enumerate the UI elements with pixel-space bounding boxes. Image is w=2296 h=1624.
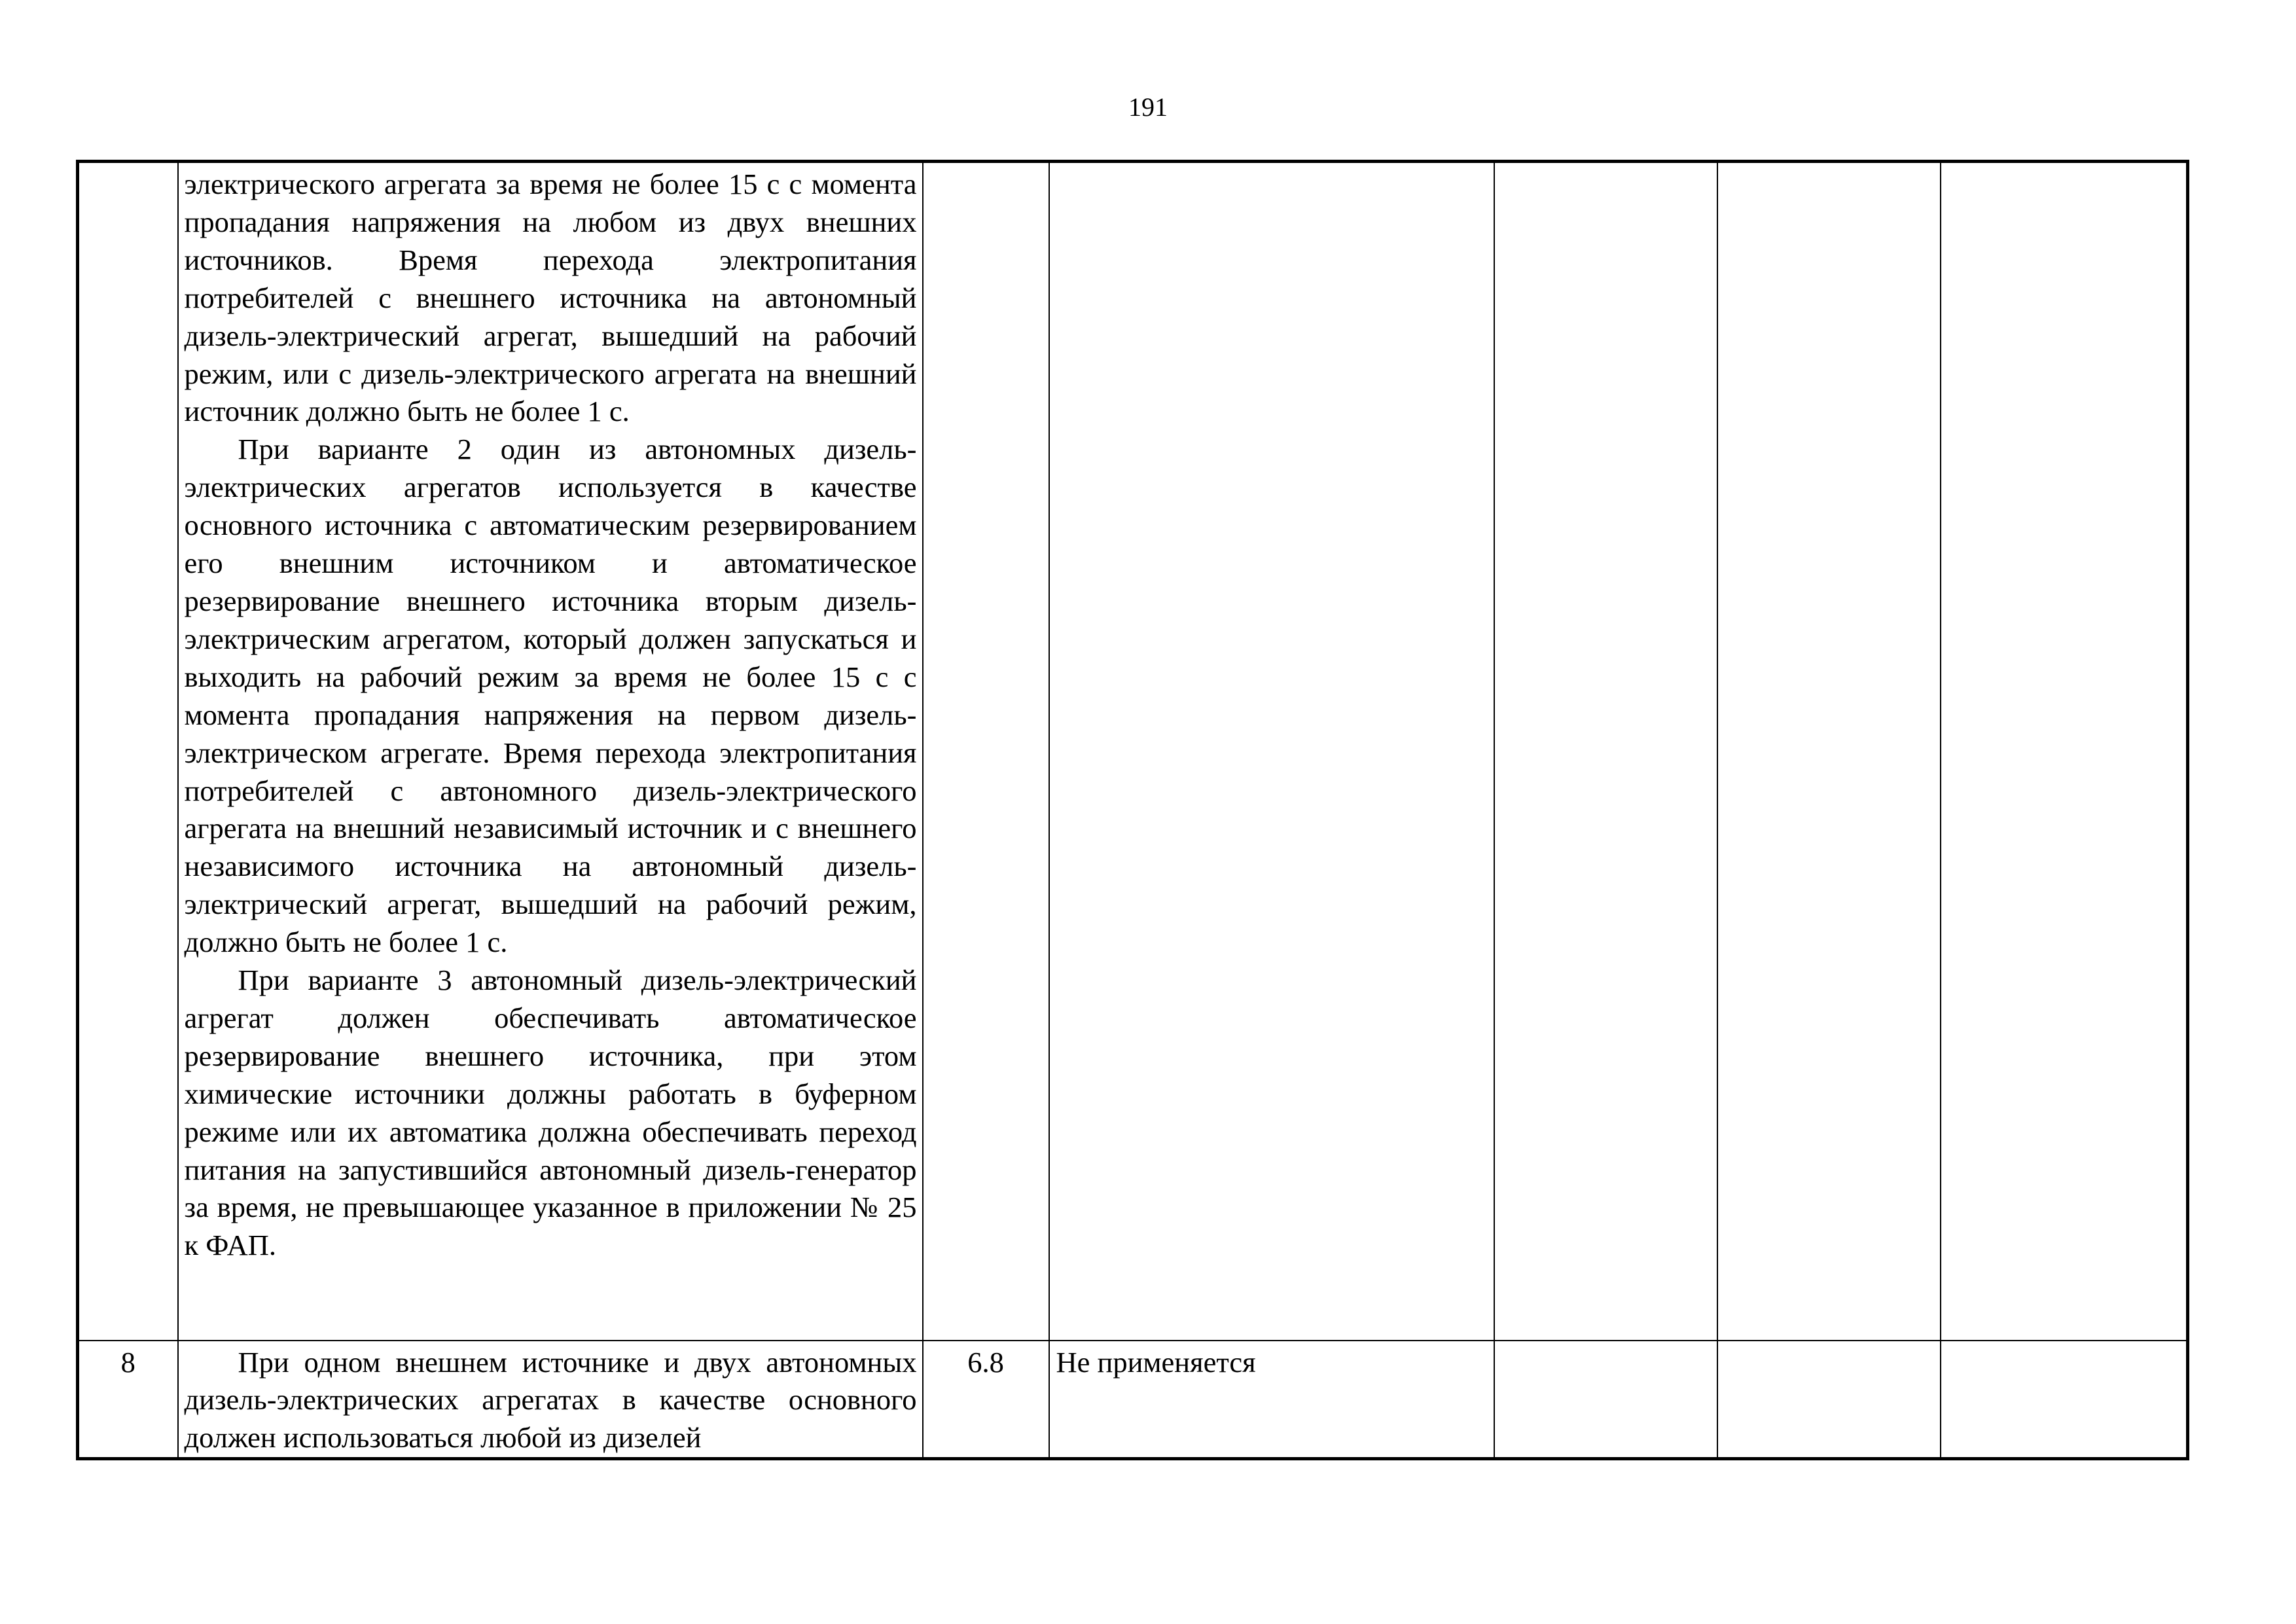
row-number-cell bbox=[78, 162, 178, 1341]
table-row bbox=[78, 1341, 2188, 1459]
requirement-paragraph: При варианте 3 автономный дизель-электрический агрегат должен обеспечивать автоматическое резервирование внешнего источника, при этом химические источники должны работать в буферном режиме или их автоматика должна обеспечивать переход питания на запустившийся автономный дизель-генератор за время, не превышающее указанное в приложении № 25 к ФАП. bbox=[184, 964, 917, 1262]
requirement-text-cell bbox=[178, 162, 923, 1341]
table-row bbox=[78, 162, 2188, 1341]
requirement-text-cell bbox=[178, 1341, 923, 1459]
empty-cell bbox=[1941, 1341, 2188, 1459]
empty-cell bbox=[1494, 1341, 1717, 1459]
page-number: 191 bbox=[1128, 92, 1168, 122]
empty-cell bbox=[1494, 162, 1717, 1341]
status-cell bbox=[1049, 162, 1494, 1341]
status-cell: Не применяется bbox=[1049, 1341, 1494, 1459]
requirement-paragraph: электрического агрегата за время не более 15 с с момента пропадания напряжения на любом из двух внешних источников. Время перехода электропитания потребителей с внешнего источника на автономный дизель-электрический агрегат, вышедший на рабочий режим, или с дизель-электрического агрегата на внешний источник должно быть не более 1 с. bbox=[184, 168, 917, 428]
empty-cell bbox=[1717, 162, 1941, 1341]
section-reference-cell: 6.8 bbox=[923, 1341, 1049, 1459]
empty-cell bbox=[1941, 162, 2188, 1341]
requirement-paragraph: При одном внешнем источнике и двух автономных дизель-электрических агрегатах в качестве основного должен использоваться любой из дизелей bbox=[184, 1345, 917, 1454]
section-reference-cell bbox=[923, 162, 1049, 1341]
empty-cell bbox=[1717, 1341, 1941, 1459]
requirement-paragraph: При варианте 2 один из автономных дизель-электрических агрегатов используется в качестве основного источника с автоматическим резервированием его внешним источником и автоматическое резервирование внешнего источника вторым дизель-электрическим агрегатом, который должен запускаться и выходить на рабочий режим за время не более 15 с с момента пропадания напряжения на первом дизель-электрическом агрегате. Время перехода электропитания потребителей с автономного дизель-электрического агрегата на внешний независимый источник и с внешнего независимого источника на автономный дизель-электрический агрегат, вышедший на рабочий режим, должно быть не более 1 с. bbox=[184, 433, 917, 959]
row-number-cell: 8 bbox=[78, 1341, 178, 1459]
compliance-table bbox=[76, 160, 2189, 1460]
